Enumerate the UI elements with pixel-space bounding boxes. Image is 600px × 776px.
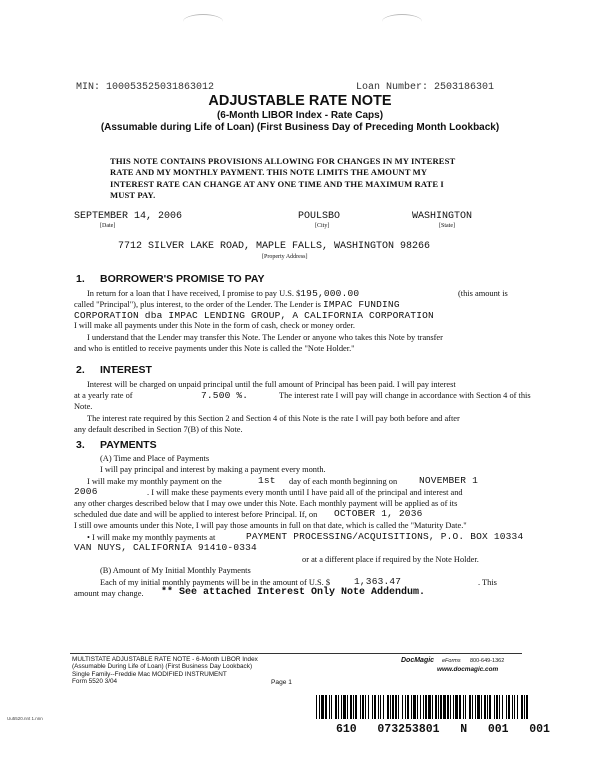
barcode-bar <box>325 695 327 719</box>
section-1-line-end: (this amount is <box>458 289 508 298</box>
docmagic-phone: 800-649-1362 <box>470 658 505 664</box>
barcode-bar <box>494 695 495 719</box>
barcode-bar <box>428 695 431 719</box>
barcode-bar <box>502 695 503 719</box>
barcode-bar <box>335 695 337 719</box>
section-1-line: called "Principal"), plus interest, to the order of the Lender. The Lender is IMPAC FUNDING <box>74 299 400 310</box>
barcode-bar <box>472 695 473 719</box>
barcode-bar <box>496 695 498 719</box>
barcode-bar <box>395 695 397 719</box>
section-3-line-end: . This <box>478 578 497 587</box>
section-1-heading: BORROWER'S PROMISE TO PAY <box>100 273 265 285</box>
barcode-bar <box>378 695 379 719</box>
barcode-bar <box>517 695 518 719</box>
section-3-line: day of each month beginning on <box>289 477 398 486</box>
document-subtitle: (6-Month LIBOR Index - Rate Caps) <box>216 110 384 121</box>
section-1-line: I understand that the Lender may transfer this Note. The Lender or anyone who takes this Note by transfer <box>87 333 443 342</box>
barcode-bar <box>469 695 471 719</box>
barcode-bar <box>463 695 464 719</box>
section-1-line: I will make all payments under this Note in the form of cash, check or money order. <box>74 321 355 330</box>
section-3-heading: PAYMENTS <box>100 439 157 451</box>
barcode-bar <box>374 695 376 719</box>
first-payment-year: 2006 <box>74 486 98 497</box>
section-2-line: The interest rate required by this Section 2 and Section 4 of this Note is the rate I will pay both before and after <box>87 414 460 423</box>
barcode-bar <box>338 695 339 719</box>
state-label: [State] <box>439 223 455 229</box>
barcode-bar <box>362 695 364 719</box>
barcode-bar <box>355 695 357 719</box>
subsection-a-heading: (A) Time and Place of Payments <box>100 454 210 463</box>
section-2-line: Interest will be charged on unpaid principal until the full amount of Principal has been paid. I will pay interest <box>87 380 456 389</box>
barcode-bar <box>475 695 476 719</box>
barcode-bar <box>387 695 389 719</box>
barcode-bar <box>514 695 515 719</box>
barcode-number: 610 073253801 N 001 001 <box>336 723 550 736</box>
barcode-bar <box>321 695 324 719</box>
barcode-bar <box>435 695 437 719</box>
docmagic-logo: DocMagic <box>401 657 435 664</box>
barcode-bar <box>465 695 466 719</box>
punch-hole-mark <box>382 14 422 29</box>
lender-name-cont: CORPORATION dba IMPAC LENDING GROUP, A CALIFORNIA CORPORATION <box>74 310 434 321</box>
section-3-line: or at a different place if required by the Note Holder. <box>302 555 479 564</box>
section-2-line: any default described in Section 7(B) of this Note. <box>74 425 243 434</box>
date-label: [Date] <box>100 223 116 229</box>
min-number: MIN: 100053525031863012 <box>76 82 215 93</box>
section-3-line: any other charges described below that I may owe under this Note. Each monthly payment will be applied as of its <box>74 499 458 508</box>
barcode-bar <box>392 695 394 719</box>
section-3-line: amount may change. <box>74 589 144 598</box>
barcode-bar <box>526 695 528 719</box>
barcode-bar <box>407 695 409 719</box>
barcode-bar <box>481 695 482 719</box>
section-3-line: I still owe amounts under this Note, I will pay those amounts in full on that date, which is called the "Maturity Date." <box>74 521 467 530</box>
note-state: WASHINGTON <box>412 211 473 222</box>
section-3-number: 3. <box>76 439 85 451</box>
barcode-bar <box>316 695 317 719</box>
section-1-line: In return for a loan that I have received, I promise to pay U.S. $195,000.00 <box>87 288 360 299</box>
barcode-bar <box>329 695 330 719</box>
section-2-line: Note. <box>74 402 93 411</box>
barcode-bar <box>489 695 491 719</box>
section-3-line: I will make my monthly payment on the <box>87 477 222 486</box>
barcode-bar <box>405 695 406 719</box>
barcode-bar <box>453 695 454 719</box>
rate-change-notice: THIS NOTE CONTAINS PROVISIONS ALLOWING FOR CHANGES IN MY INTEREST RATE AND MY MONTHLY PAYMENT. THIS NOTE LIMITS THE AMOUNT MY INTEREST RATE CAN CHANGE AT ANY ONE TIME AND THE MAXIMUM RATE I MUST PAY. <box>110 156 456 200</box>
eforms-logo: eForms <box>442 658 461 664</box>
barcode-bar <box>521 695 523 719</box>
principal-amount: 195,000.00 <box>300 288 360 299</box>
barcode-bar <box>420 695 421 719</box>
barcode-bar <box>512 695 513 719</box>
section-2-heading: INTEREST <box>100 364 152 376</box>
barcode-bar <box>360 695 361 719</box>
payment-address-city: VAN NUYS, CALIFORNIA 91410-0334 <box>74 542 257 553</box>
property-address: 7712 SILVER LAKE ROAD, MAPLE FALLS, WASHINGTON 98266 <box>118 241 431 252</box>
punch-hole-mark <box>183 14 223 29</box>
barcode <box>316 695 527 719</box>
barcode-bar <box>368 695 369 719</box>
barcode-bar <box>380 695 381 719</box>
section-2-line: The interest rate I will pay will change in accordance with Section 4 of this <box>279 391 531 400</box>
docmagic-website: www.docmagic.com <box>437 666 499 673</box>
page-number: Page 1 <box>271 679 292 686</box>
section-2-line: at a yearly rate of <box>74 391 133 400</box>
barcode-bar <box>372 695 373 719</box>
barcode-bar <box>506 695 507 719</box>
section-3-line: • I will make my monthly payments at <box>87 533 216 542</box>
barcode-bar <box>417 695 418 719</box>
document-subtitle-2: (Assumable during Life of Loan) (First Business Day of Preceding Month Lookback) <box>100 122 500 133</box>
property-address-label: [Property Address] <box>262 254 308 260</box>
barcode-bar <box>477 695 480 719</box>
barcode-bar <box>319 695 320 719</box>
barcode-bar <box>402 695 403 719</box>
barcode-bar <box>508 695 510 719</box>
note-date: SEPTEMBER 14, 2006 <box>74 211 183 222</box>
barcode-bar <box>432 695 433 719</box>
barcode-bar <box>398 695 399 719</box>
barcode-bar <box>443 695 446 719</box>
addendum-note: ** See attached Interest Only Note Addendum. <box>161 587 426 598</box>
section-1-number: 1. <box>76 273 85 285</box>
payment-day: 1st <box>258 475 276 486</box>
section-3-line: scheduled due date and will be applied to interest before Principal. If, on <box>74 510 318 519</box>
payment-address: PAYMENT PROCESSING/ACQUISITIONS, P.O. BOX 10334 <box>246 531 524 542</box>
maturity-date: OCTOBER 1, 2036 <box>334 508 423 519</box>
first-payment-month: NOVEMBER 1 <box>419 475 479 486</box>
section-3-line: I will pay principal and interest by making a payment every month. <box>100 465 326 474</box>
barcode-bar <box>484 695 486 719</box>
barcode-bar <box>438 695 439 719</box>
footer-form-info: MULTISTATE ADJUSTABLE RATE NOTE - 6-Month LIBOR Index (Assumable During Life of Loan) (First Business Day Lookback) Single Family--Freddie Mac MODIFIED INSTRUMENT Form 5520 3/04 <box>72 656 258 686</box>
subsection-b-heading: (B) Amount of My Initial Monthly Payments <box>100 566 251 575</box>
interest-rate: 7.500 %. <box>201 390 249 401</box>
barcode-bar <box>350 695 352 719</box>
barcode-bar <box>353 695 354 719</box>
barcode-bar <box>365 695 366 719</box>
footer-divider <box>70 653 522 654</box>
barcode-bar <box>440 695 442 719</box>
barcode-bar <box>390 695 391 719</box>
barcode-bar <box>447 695 449 719</box>
barcode-bar <box>499 695 500 719</box>
barcode-bar <box>455 695 458 719</box>
loan-number: Loan Number: 2503186301 <box>356 82 495 93</box>
section-2-number: 2. <box>76 364 85 376</box>
barcode-bar <box>383 695 384 719</box>
section-1-line: and who is entitled to receive payments under this Note is called the "Note Holder." <box>74 344 355 353</box>
barcode-bar <box>413 695 416 719</box>
document-title: ADJUSTABLE RATE NOTE <box>208 93 392 109</box>
barcode-bar <box>450 695 451 719</box>
barcode-bar <box>331 695 332 719</box>
note-city: POULSBO <box>298 211 341 222</box>
barcode-bar <box>347 695 348 719</box>
barcode-bar <box>423 695 424 719</box>
section-3-line: Each of my initial monthly payments will be in the amount of U.S. $ <box>100 578 331 587</box>
barcode-bar <box>411 695 412 719</box>
lender-name: IMPAC FUNDING <box>323 299 400 310</box>
barcode-bar <box>524 695 525 719</box>
barcode-bar <box>341 695 342 719</box>
barcode-bar <box>343 695 346 719</box>
city-label: [City] <box>315 223 330 229</box>
barcode-bar <box>487 695 488 719</box>
barcode-bar <box>425 695 427 719</box>
section-3-line: . I will make these payments every month until I have paid all of the principal and interest and <box>147 488 463 497</box>
form-code: Uu5520.nnt 1.nnn <box>7 716 43 721</box>
barcode-bar <box>459 695 461 719</box>
monthly-payment-amount: 1,363.47 <box>354 576 402 587</box>
